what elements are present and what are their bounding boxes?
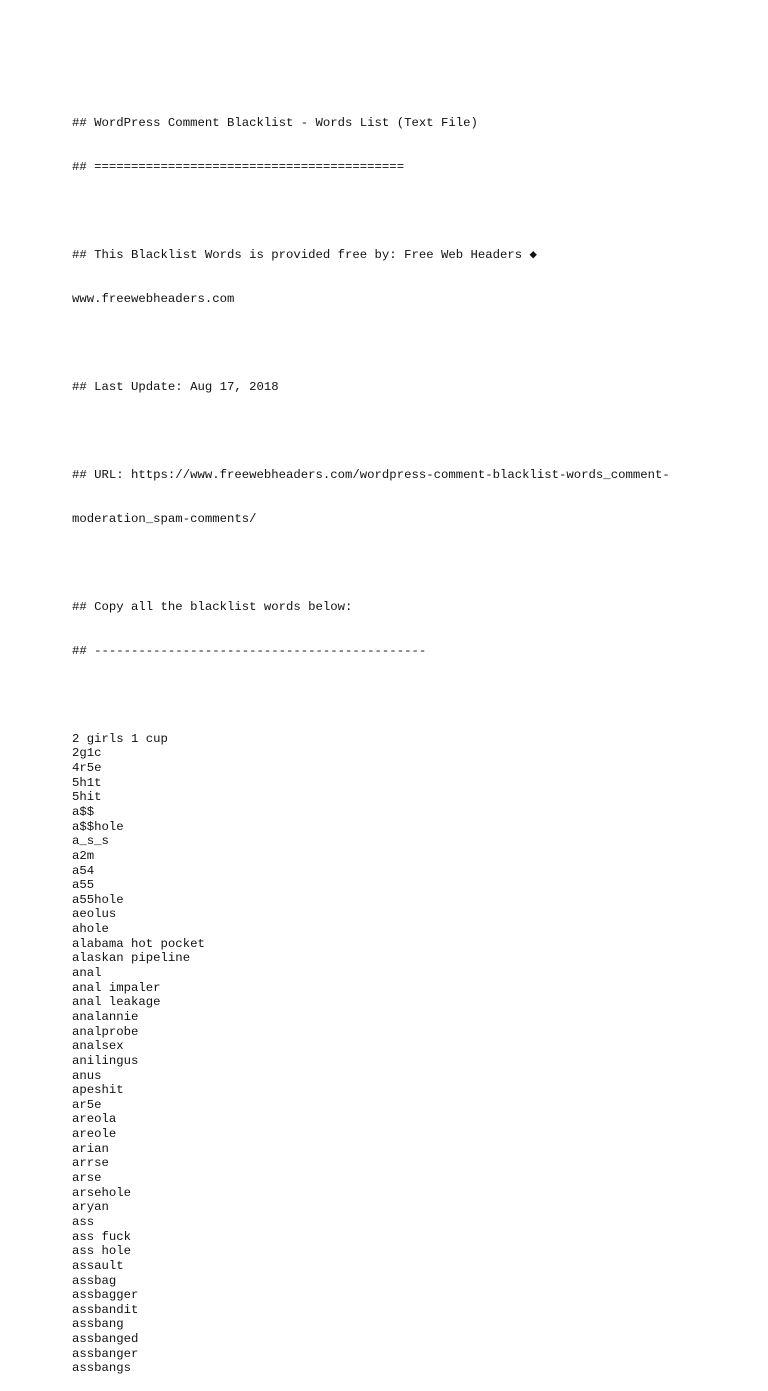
list-item: assbangs bbox=[72, 1361, 132, 1376]
list-item: arsehole bbox=[72, 1185, 132, 1200]
list-item: alaskan pipeline bbox=[72, 951, 191, 966]
copy-rule: ## --------------------------------------------- bbox=[72, 643, 427, 658]
list-item: 2g1c bbox=[72, 746, 102, 761]
list-item: assbag bbox=[72, 1273, 117, 1288]
copy-instruction: ## Copy all the blacklist words below: bbox=[72, 599, 353, 614]
list-item: anus bbox=[72, 1068, 102, 1083]
list-item: 5hit bbox=[72, 790, 102, 805]
list-item: 5h1t bbox=[72, 775, 102, 790]
list-item: ass bbox=[72, 1214, 95, 1229]
list-item: a$$hole bbox=[72, 819, 124, 834]
list-item: assbanger bbox=[72, 1346, 139, 1361]
blank-line bbox=[72, 556, 712, 571]
list-item: 4r5e bbox=[72, 761, 102, 776]
list-item: a54 bbox=[72, 863, 95, 878]
document-title: ## WordPress Comment Blacklist - Words List (Text File) bbox=[72, 116, 478, 131]
list-item: ar5e bbox=[72, 1097, 102, 1112]
blank-line bbox=[72, 336, 712, 351]
list-item: arian bbox=[72, 1141, 109, 1156]
list-item: assault bbox=[72, 1258, 124, 1273]
list-item: apeshit bbox=[72, 1083, 124, 1098]
list-item: anal impaler bbox=[72, 980, 161, 995]
list-item: analsex bbox=[72, 1039, 124, 1054]
title-rule: ## ========================================== bbox=[72, 160, 405, 175]
list-item: ass hole bbox=[72, 1244, 132, 1259]
list-item: alabama hot pocket bbox=[72, 936, 205, 951]
list-item: arrse bbox=[72, 1156, 109, 1171]
list-item: a55hole bbox=[72, 892, 124, 907]
list-item: assbang bbox=[72, 1317, 124, 1332]
text-document bbox=[72, 87, 712, 1391]
blank-line bbox=[72, 688, 712, 703]
list-item: 2 girls 1 cup bbox=[72, 731, 168, 746]
list-item: analprobe bbox=[72, 1024, 139, 1039]
list-item: analannie bbox=[72, 1009, 139, 1024]
list-item: ahole bbox=[72, 922, 109, 937]
list-item: a55 bbox=[72, 878, 95, 893]
list-item: a$$ bbox=[72, 805, 95, 819]
list-item: assbagger bbox=[72, 1288, 139, 1303]
blank-line bbox=[72, 424, 712, 439]
list-item: a2m bbox=[72, 848, 95, 863]
last-update: ## Last Update: Aug 17, 2018 bbox=[72, 380, 279, 395]
provided-by-line: ## This Blacklist Words is provided free by: Free Web Headers ◆ bbox=[72, 248, 537, 263]
list-item: a_s_s bbox=[72, 834, 109, 849]
blacklist-word-list bbox=[72, 732, 712, 1376]
list-item: aryan bbox=[72, 1200, 109, 1215]
list-item: areole bbox=[72, 1127, 117, 1142]
list-item: assbanged bbox=[72, 1332, 139, 1347]
list-item: assbandit bbox=[72, 1302, 139, 1317]
url-line-continued: moderation_spam-comments/ bbox=[72, 511, 257, 526]
list-item: anal bbox=[72, 966, 102, 981]
list-item: areola bbox=[72, 1112, 117, 1127]
list-item: ass fuck bbox=[72, 1229, 132, 1244]
provider-website: www.freewebheaders.com bbox=[72, 292, 235, 307]
url-line: ## URL: https://www.freewebheaders.com/wordpress-comment-blacklist-words_comment- bbox=[72, 468, 670, 483]
list-item: arse bbox=[72, 1171, 102, 1186]
list-item: aeolus bbox=[72, 907, 117, 922]
list-item: anal leakage bbox=[72, 995, 161, 1010]
blank-line bbox=[72, 204, 712, 219]
list-item: anilingus bbox=[72, 1053, 139, 1068]
